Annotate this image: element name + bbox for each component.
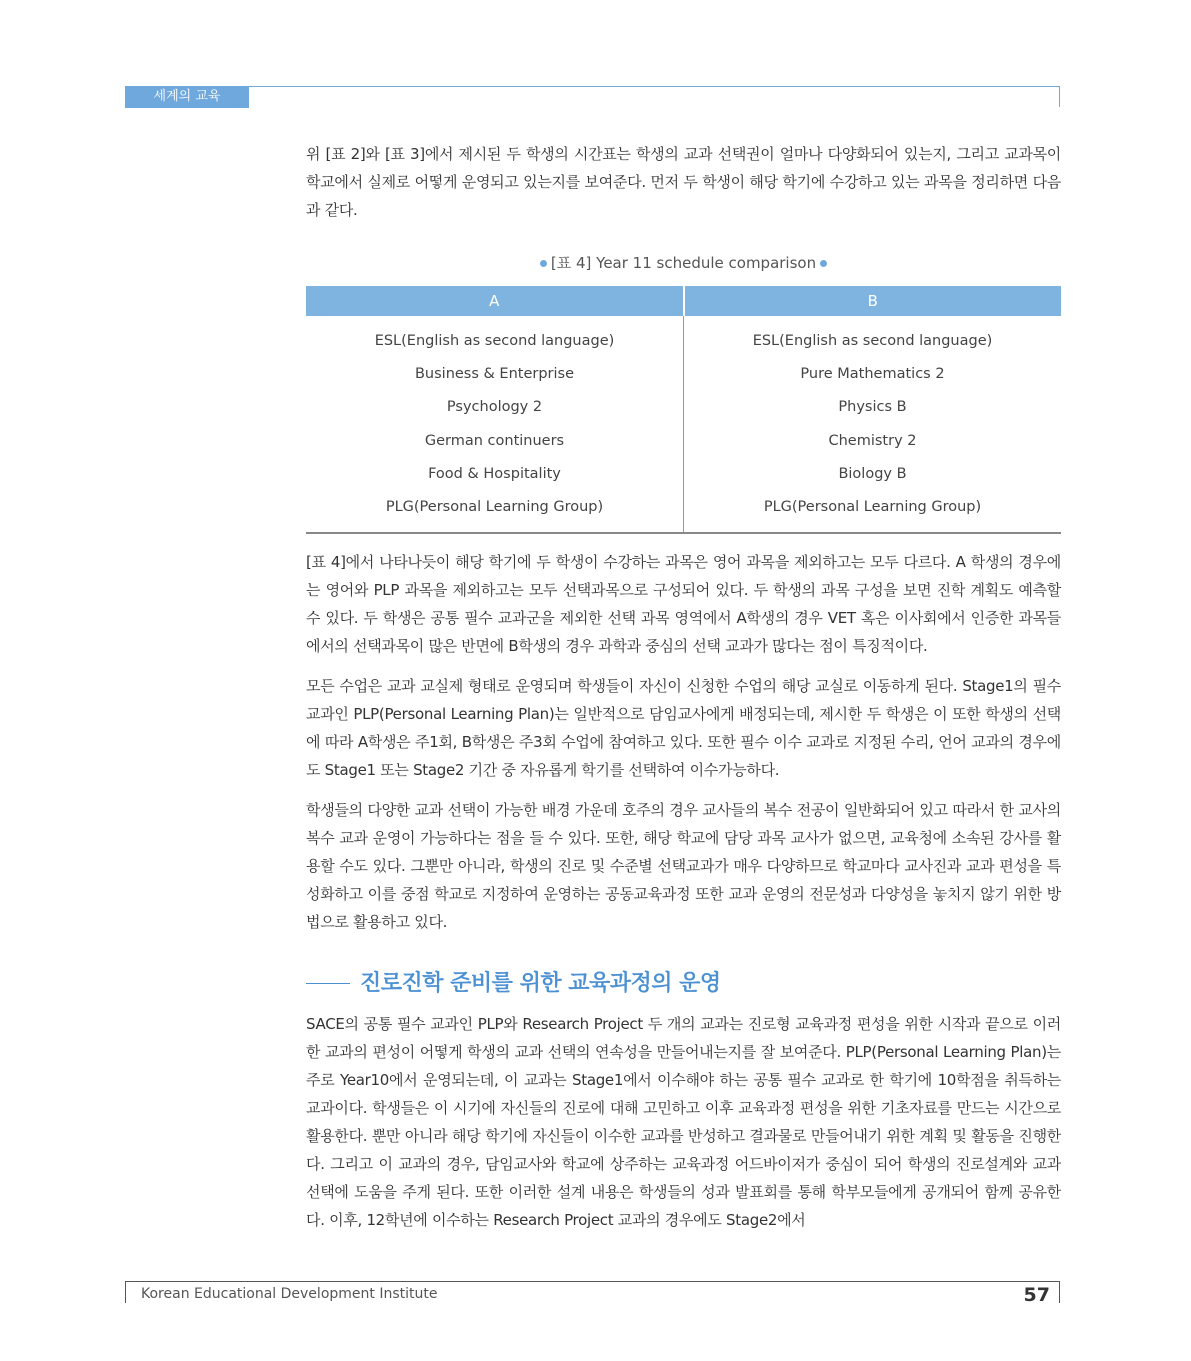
footer-rule-start	[125, 1281, 126, 1303]
footer-rule	[125, 1281, 1060, 1282]
table-row	[306, 490, 1061, 532]
table-cell: PLG(Personal Learning Group)	[684, 490, 1062, 532]
paragraph: 학생들의 다양한 교과 선택이 가능한 배경 가운데 호주의 경우 교사들의 복수 전공이 일반화되어 있고 따라서 한 교사의 복수 교과 운영이 가능하다는 점을 들 수 있다. 또한, 해당 학교에 담당 과목 교사가 없으면, 교육청에 소속된 강사를 활용할 수도 있다. 그뿐만 아니라, 학생의 진로 및 수준별 선택교과가 매우 다양하므로 학교마다 교사진과 교과 편성을 특성화하고 이를 중점 학교로 지정하여 운영하는 공동교육과정 또한 교과 운영의 전문성과 다양성을 놓치지 않기 위한 방법으로 활용하고 있다.	[306, 800, 1061, 931]
header-rule	[249, 86, 1060, 87]
table-cell: Psychology 2	[446, 399, 543, 416]
section-heading	[306, 966, 1061, 1002]
page-content	[306, 140, 1061, 1246]
bullet-dot-icon	[540, 260, 547, 267]
paragraph: 모든 수업은 교과 교실제 형태로 운영되며 학생들이 자신이 신청한 수업의 해당 교실로 이동하게 된다. Stage1의 필수교과인 PLP(Personal Learning Plan)는 일반적으로 담임교사에게 배정되는데, 제시한 두 학생은 이 또한 학생의 선택에 따라 A학생은 주1회, B학생은 주3회 수업에 참여하고 있다. 또한 필수 이수 교과로 지정된 수리, 언어 교과의 경우에도 Stage1 또는 Stage2 기간 중 자유롭게 학기를 선택하여 이수가능하다.	[306, 676, 1061, 779]
table-cell: Business & Enterprise	[414, 365, 575, 382]
section-label: 세계의 교육	[125, 86, 249, 108]
table-row	[306, 316, 1061, 357]
footer-organization: Korean Educational Development Institute	[141, 1286, 438, 1302]
table-cell: Physics B	[684, 391, 1062, 424]
table-cell: Food & Hospitality	[428, 465, 561, 482]
footer-rule-end	[1059, 1281, 1060, 1303]
paragraph: [표 4]에서 나타나듯이 해당 학기에 두 학생이 수강하는 과목은 영어 과목을 제외하고는 모두 다르다. A 학생의 경우에는 영어와 PLP 과목을 제외하고는 모두 선택과목으로 구성되어 있다. 두 학생의 과목 구성을 보면 진학 계획도 예측할 수 있다. 두 학생은 공통 필수 교과군을 제외한 선택 과목 영역에서 A학생의 경우 VET 혹은 이사회에서 인증한 과목들에서의 선택과목이 많은 반면에 B학생의 경우 과학과 중심의 선택 교과가 많다는 점이 특징적이다.	[306, 552, 1061, 655]
table-row	[306, 357, 1061, 390]
page-number: 57	[1023, 1284, 1050, 1306]
bullet-dot-icon	[820, 260, 827, 267]
table-cell: ESL(English as second language)	[374, 332, 615, 349]
schedule-table	[306, 286, 1061, 534]
column-header-b: B	[684, 286, 1062, 316]
table-header-row	[306, 286, 1061, 316]
section-heading-text: 진로진학 준비를 위한 교육과정의 운영	[360, 970, 721, 996]
header-rule-end	[1059, 86, 1060, 107]
table-row	[306, 391, 1061, 424]
table-row	[306, 424, 1061, 457]
table-caption	[306, 250, 1061, 276]
table-cell: Biology B	[684, 457, 1062, 490]
table-caption-text: [표 4] Year 11 schedule comparison	[550, 254, 817, 272]
table-cell: Chemistry 2	[684, 424, 1062, 457]
heading-rule	[306, 983, 350, 984]
table-cell: Pure Mathematics 2	[684, 357, 1062, 390]
table-row	[306, 457, 1061, 490]
table-cell: German continuers	[424, 432, 565, 449]
column-header-a: A	[306, 286, 684, 316]
table-cell: PLG(Personal Learning Group)	[306, 490, 684, 532]
paragraph: 위 [표 2]와 [표 3]에서 제시된 두 학생의 시간표는 학생의 교과 선택권이 얼마나 다양화되어 있는지, 그리고 교과목이 학교에서 실제로 어떻게 운영되고 있는지를 보여준다. 먼저 두 학생이 해당 학기에 수강하고 있는 과목을 정리하면 다음과 같다.	[306, 145, 1061, 219]
table-cell: ESL(English as second language)	[684, 316, 1062, 357]
paragraph: SACE의 공통 필수 교과인 PLP와 Research Project 두 개의 교과는 진로형 교육과정 편성을 위한 시작과 끝으로 이러한 교과의 편성이 어떻게 학생의 교과 선택의 연속성을 만들어내는지를 잘 보여준다. PLP(Personal Learning Plan)는 주로 Year10에서 운영되는데, 이 교과는 Stage1에서 이수해야 하는 공통 필수 교과로 한 학기에 10학점을 취득하는 교과이다. 학생들은 이 시기에 자신들의 진로에 대해 고민하고 이후 교육과정 편성을 위한 기초자료를 만드는 시간으로 활용한다. 뿐만 아니라 해당 학기에 자신들이 이수한 교과를 반성하고 결과물로 만들어내기 위한 계획 및 활동을 진행한다. 그리고 이 교과의 경우, 담임교사와 학교에 상주하는 교육과정 어드바이저가 중심이 되어 학생의 진로설계와 교과 선택에 도움을 주게 된다. 또한 이러한 설계 내용은 학생들의 성과 발표회를 통해 학부모들에게 공개되어 함께 공유한다. 이후, 12학년에 이수하는 Research Project 교과의 경우에도 Stage2에서	[306, 1014, 1061, 1229]
